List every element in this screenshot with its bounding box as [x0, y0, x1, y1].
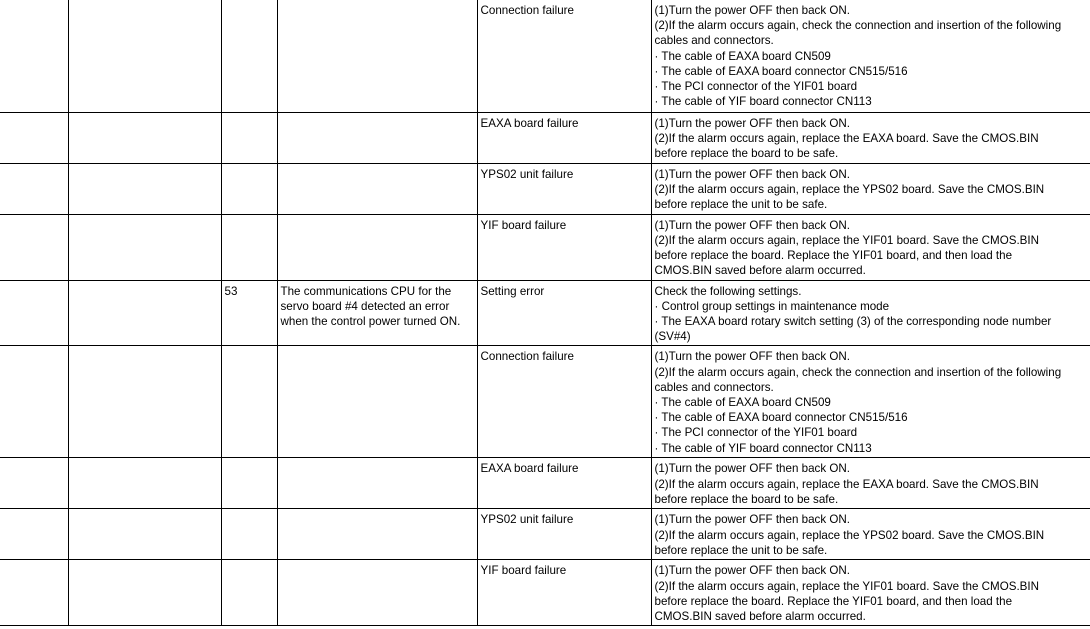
remedy-line: (1)Turn the power OFF then back ON.: [654, 167, 850, 181]
cause-cell: YIF board failure: [477, 560, 651, 626]
alarm-name-cell: [68, 112, 221, 163]
remedy-cell: [651, 346, 1090, 458]
meaning-cell: [277, 163, 477, 214]
sub-code-cell: [221, 0, 277, 112]
alarm-number-cell: [0, 560, 68, 626]
remedy-cell: [651, 0, 1090, 112]
cause-cell: YPS02 unit failure: [477, 163, 651, 214]
sub-code-cell: [221, 509, 277, 560]
alarm-name-cell: [68, 280, 221, 346]
meaning-cell: [277, 458, 477, 509]
remedy-line: (SV#4): [654, 330, 691, 344]
remedy-line: · Control group settings in maintenance mode: [654, 299, 890, 313]
remedy-line: (1)Turn the power OFF then back ON.: [654, 116, 850, 130]
meaning-cell: The communications CPU for the servo board #4 detected an error when the control power turned ON.: [277, 280, 477, 346]
remedy-line: (2)If the alarm occurs again, replace the YPS02 board. Save the CMOS.BIN: [654, 528, 1045, 542]
remedy-line: Check the following settings.: [654, 284, 802, 298]
remedy-line: cables and connectors.: [654, 380, 774, 394]
remedy-line: before replace the board. Replace the YIF01 board, and then load the: [654, 594, 1013, 608]
remedy-line: (2)If the alarm occurs again, replace the EAXA board. Save the CMOS.BIN: [654, 477, 1039, 491]
remedy-cell: [651, 509, 1090, 560]
sub-code-cell: [221, 458, 277, 509]
remedy-line: · The cable of EAXA board connector CN515/516: [654, 64, 908, 78]
sub-code-cell: [221, 214, 277, 280]
alarm-name-cell: [68, 0, 221, 112]
sub-code-cell: 53: [221, 280, 277, 346]
cause-cell: Connection failure: [477, 0, 651, 112]
remedy-line: · The cable of YIF board connector CN113: [654, 95, 872, 109]
remedy-line: (1)Turn the power OFF then back ON.: [654, 4, 850, 17]
remedy-line: · The cable of YIF board connector CN113: [654, 441, 872, 455]
alarm-name-cell: [68, 163, 221, 214]
cause-cell: Connection failure: [477, 346, 651, 458]
table-row: [0, 112, 1090, 163]
alarm-number-cell: [0, 214, 68, 280]
alarm-number-cell: [0, 0, 68, 112]
remedy-line: · The PCI connector of the YIF01 board: [654, 80, 858, 94]
cause-cell: Setting error: [477, 280, 651, 346]
alarm-name-cell: [68, 346, 221, 458]
table-row: [0, 458, 1090, 509]
meaning-cell: [277, 0, 477, 112]
alarm-name-cell: [68, 214, 221, 280]
remedy-line: before replace the board to be safe.: [654, 146, 839, 160]
sub-code-cell: [221, 163, 277, 214]
table-row: [0, 163, 1090, 214]
alarm-number-cell: [0, 112, 68, 163]
table-row: [0, 346, 1090, 458]
alarm-name-cell: [68, 509, 221, 560]
remedy-line: before replace the board to be safe.: [654, 492, 839, 506]
alarm-number-cell: [0, 163, 68, 214]
remedy-line: (1)Turn the power OFF then back ON.: [654, 350, 850, 364]
remedy-cell: [651, 163, 1090, 214]
remedy-line: before replace the unit to be safe.: [654, 197, 828, 211]
remedy-cell: [651, 112, 1090, 163]
alarm-number-cell: [0, 458, 68, 509]
alarm-number-cell: [0, 509, 68, 560]
table-row: [0, 280, 1090, 346]
table-row: [0, 509, 1090, 560]
table-row: [0, 560, 1090, 626]
cause-cell: EAXA board failure: [477, 458, 651, 509]
remedy-cell: [651, 560, 1090, 626]
meaning-cell: [277, 112, 477, 163]
remedy-line: · The PCI connector of the YIF01 board: [654, 426, 858, 440]
remedy-line: (2)If the alarm occurs again, replace the EAXA board. Save the CMOS.BIN: [654, 131, 1039, 145]
remedy-line: before replace the unit to be safe.: [654, 543, 828, 557]
remedy-line: (1)Turn the power OFF then back ON.: [654, 218, 850, 232]
remedy-line: (2)If the alarm occurs again, check the connection and insertion of the following: [654, 365, 1062, 379]
remedy-line: cables and connectors.: [654, 34, 774, 48]
remedy-line: CMOS.BIN saved before alarm occurred.: [654, 609, 866, 623]
remedy-line: (2)If the alarm occurs again, replace the YPS02 board. Save the CMOS.BIN: [654, 182, 1045, 196]
remedy-line: · The cable of EAXA board CN509: [654, 49, 831, 63]
meaning-cell: [277, 214, 477, 280]
remedy-line: (1)Turn the power OFF then back ON.: [654, 564, 850, 578]
cause-cell: YPS02 unit failure: [477, 509, 651, 560]
remedy-line: (1)Turn the power OFF then back ON.: [654, 462, 850, 476]
table-row: [0, 0, 1090, 112]
sub-code-cell: [221, 112, 277, 163]
meaning-cell: [277, 560, 477, 626]
meaning-cell: [277, 346, 477, 458]
remedy-line: (1)Turn the power OFF then back ON.: [654, 513, 850, 527]
remedy-line: · The cable of EAXA board CN509: [654, 395, 831, 409]
table-row: [0, 214, 1090, 280]
cause-cell: EAXA board failure: [477, 112, 651, 163]
alarm-name-cell: [68, 458, 221, 509]
remedy-line: CMOS.BIN saved before alarm occurred.: [654, 264, 866, 278]
remedy-line: before replace the board. Replace the YIF01 board, and then load the: [654, 248, 1013, 262]
meaning-cell: [277, 509, 477, 560]
remedy-line: · The cable of EAXA board connector CN515/516: [654, 411, 908, 425]
alarm-name-cell: [68, 560, 221, 626]
sub-code-cell: [221, 346, 277, 458]
remedy-line: (2)If the alarm occurs again, replace the YIF01 board. Save the CMOS.BIN: [654, 233, 1039, 247]
alarm-number-cell: [0, 346, 68, 458]
remedy-cell: [651, 214, 1090, 280]
cause-cell: YIF board failure: [477, 214, 651, 280]
sub-code-cell: [221, 560, 277, 626]
remedy-line: (2)If the alarm occurs again, replace the YIF01 board. Save the CMOS.BIN: [654, 579, 1039, 593]
remedy-cell: [651, 280, 1090, 346]
remedy-line: · The EAXA board rotary switch setting (3) of the corresponding node number: [654, 314, 1052, 328]
remedy-line: (2)If the alarm occurs again, check the connection and insertion of the following: [654, 19, 1062, 33]
remedy-cell: [651, 458, 1090, 509]
alarm-number-cell: [0, 280, 68, 346]
